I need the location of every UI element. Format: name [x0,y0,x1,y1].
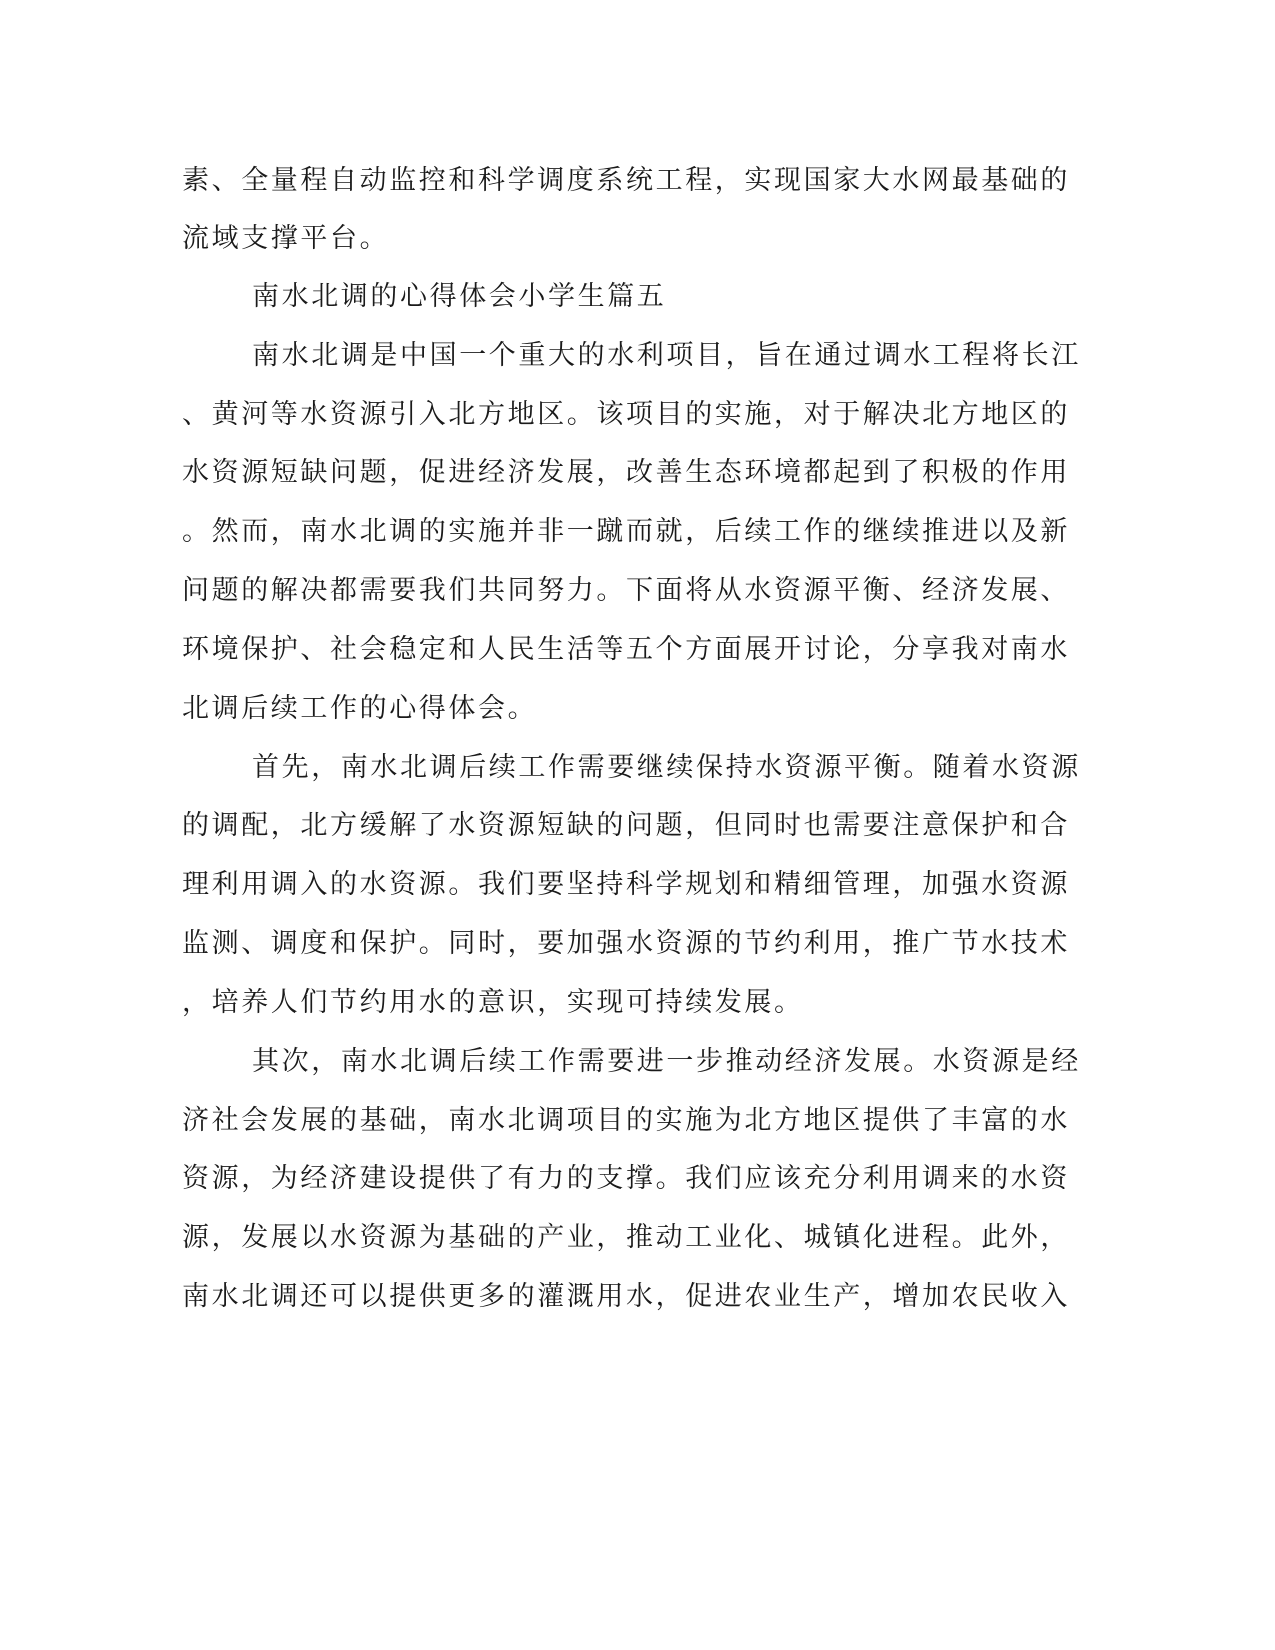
text-line: 资源，为经济建设提供了有力的支撑。我们应该充分利用调来的水资 [182,1163,1070,1194]
text-line: 南水北调还可以提供更多的灌溉用水，促进农业生产，增加农民收入 [182,1281,1070,1312]
text-line: ，培养人们节约用水的意识，实现可持续发展。 [182,987,804,1018]
text-line: 的调配，北方缓解了水资源短缺的问题，但同时也需要注意保护和合 [182,810,1070,841]
text-line: 南水北调是中国一个重大的水利项目，旨在通过调水工程将长江 [252,340,1081,371]
text-line: 。然而，南水北调的实施并非一蹴而就，后续工作的继续推进以及新 [182,516,1070,547]
text-line: 、黄河等水资源引入北方地区。该项目的实施，对于解决北方地区的 [182,399,1070,430]
text-line: 问题的解决都需要我们共同努力。下面将从水资源平衡、经济发展、 [182,575,1070,606]
text-line: 水资源短缺问题，促进经济发展，改善生态环境都起到了积极的作用 [182,457,1070,488]
text-line: 其次，南水北调后续工作需要进一步推动经济发展。水资源是经 [252,1046,1081,1077]
text-line: 北调后续工作的心得体会。 [182,693,538,724]
text-line: 济社会发展的基础，南水北调项目的实施为北方地区提供了丰富的水 [182,1105,1070,1136]
text-line: 环境保护、社会稳定和人民生活等五个方面展开讨论，分享我对南水 [182,634,1070,665]
text-line: 理利用调入的水资源。我们要坚持科学规划和精细管理，加强水资源 [182,869,1070,900]
section-heading: 南水北调的心得体会小学生篇五 [252,281,667,312]
text-line: 源，发展以水资源为基础的产业，推动工业化、城镇化进程。此外， [182,1222,1070,1253]
text-line: 监测、调度和保护。同时，要加强水资源的节约利用，推广节水技术 [182,928,1070,959]
text-line: 首先，南水北调后续工作需要继续保持水资源平衡。随着水资源 [252,752,1081,783]
text-line: 流域支撑平台。 [182,223,390,254]
text-line: 素、全量程自动监控和科学调度系统工程，实现国家大水网最基础的 [182,165,1070,196]
